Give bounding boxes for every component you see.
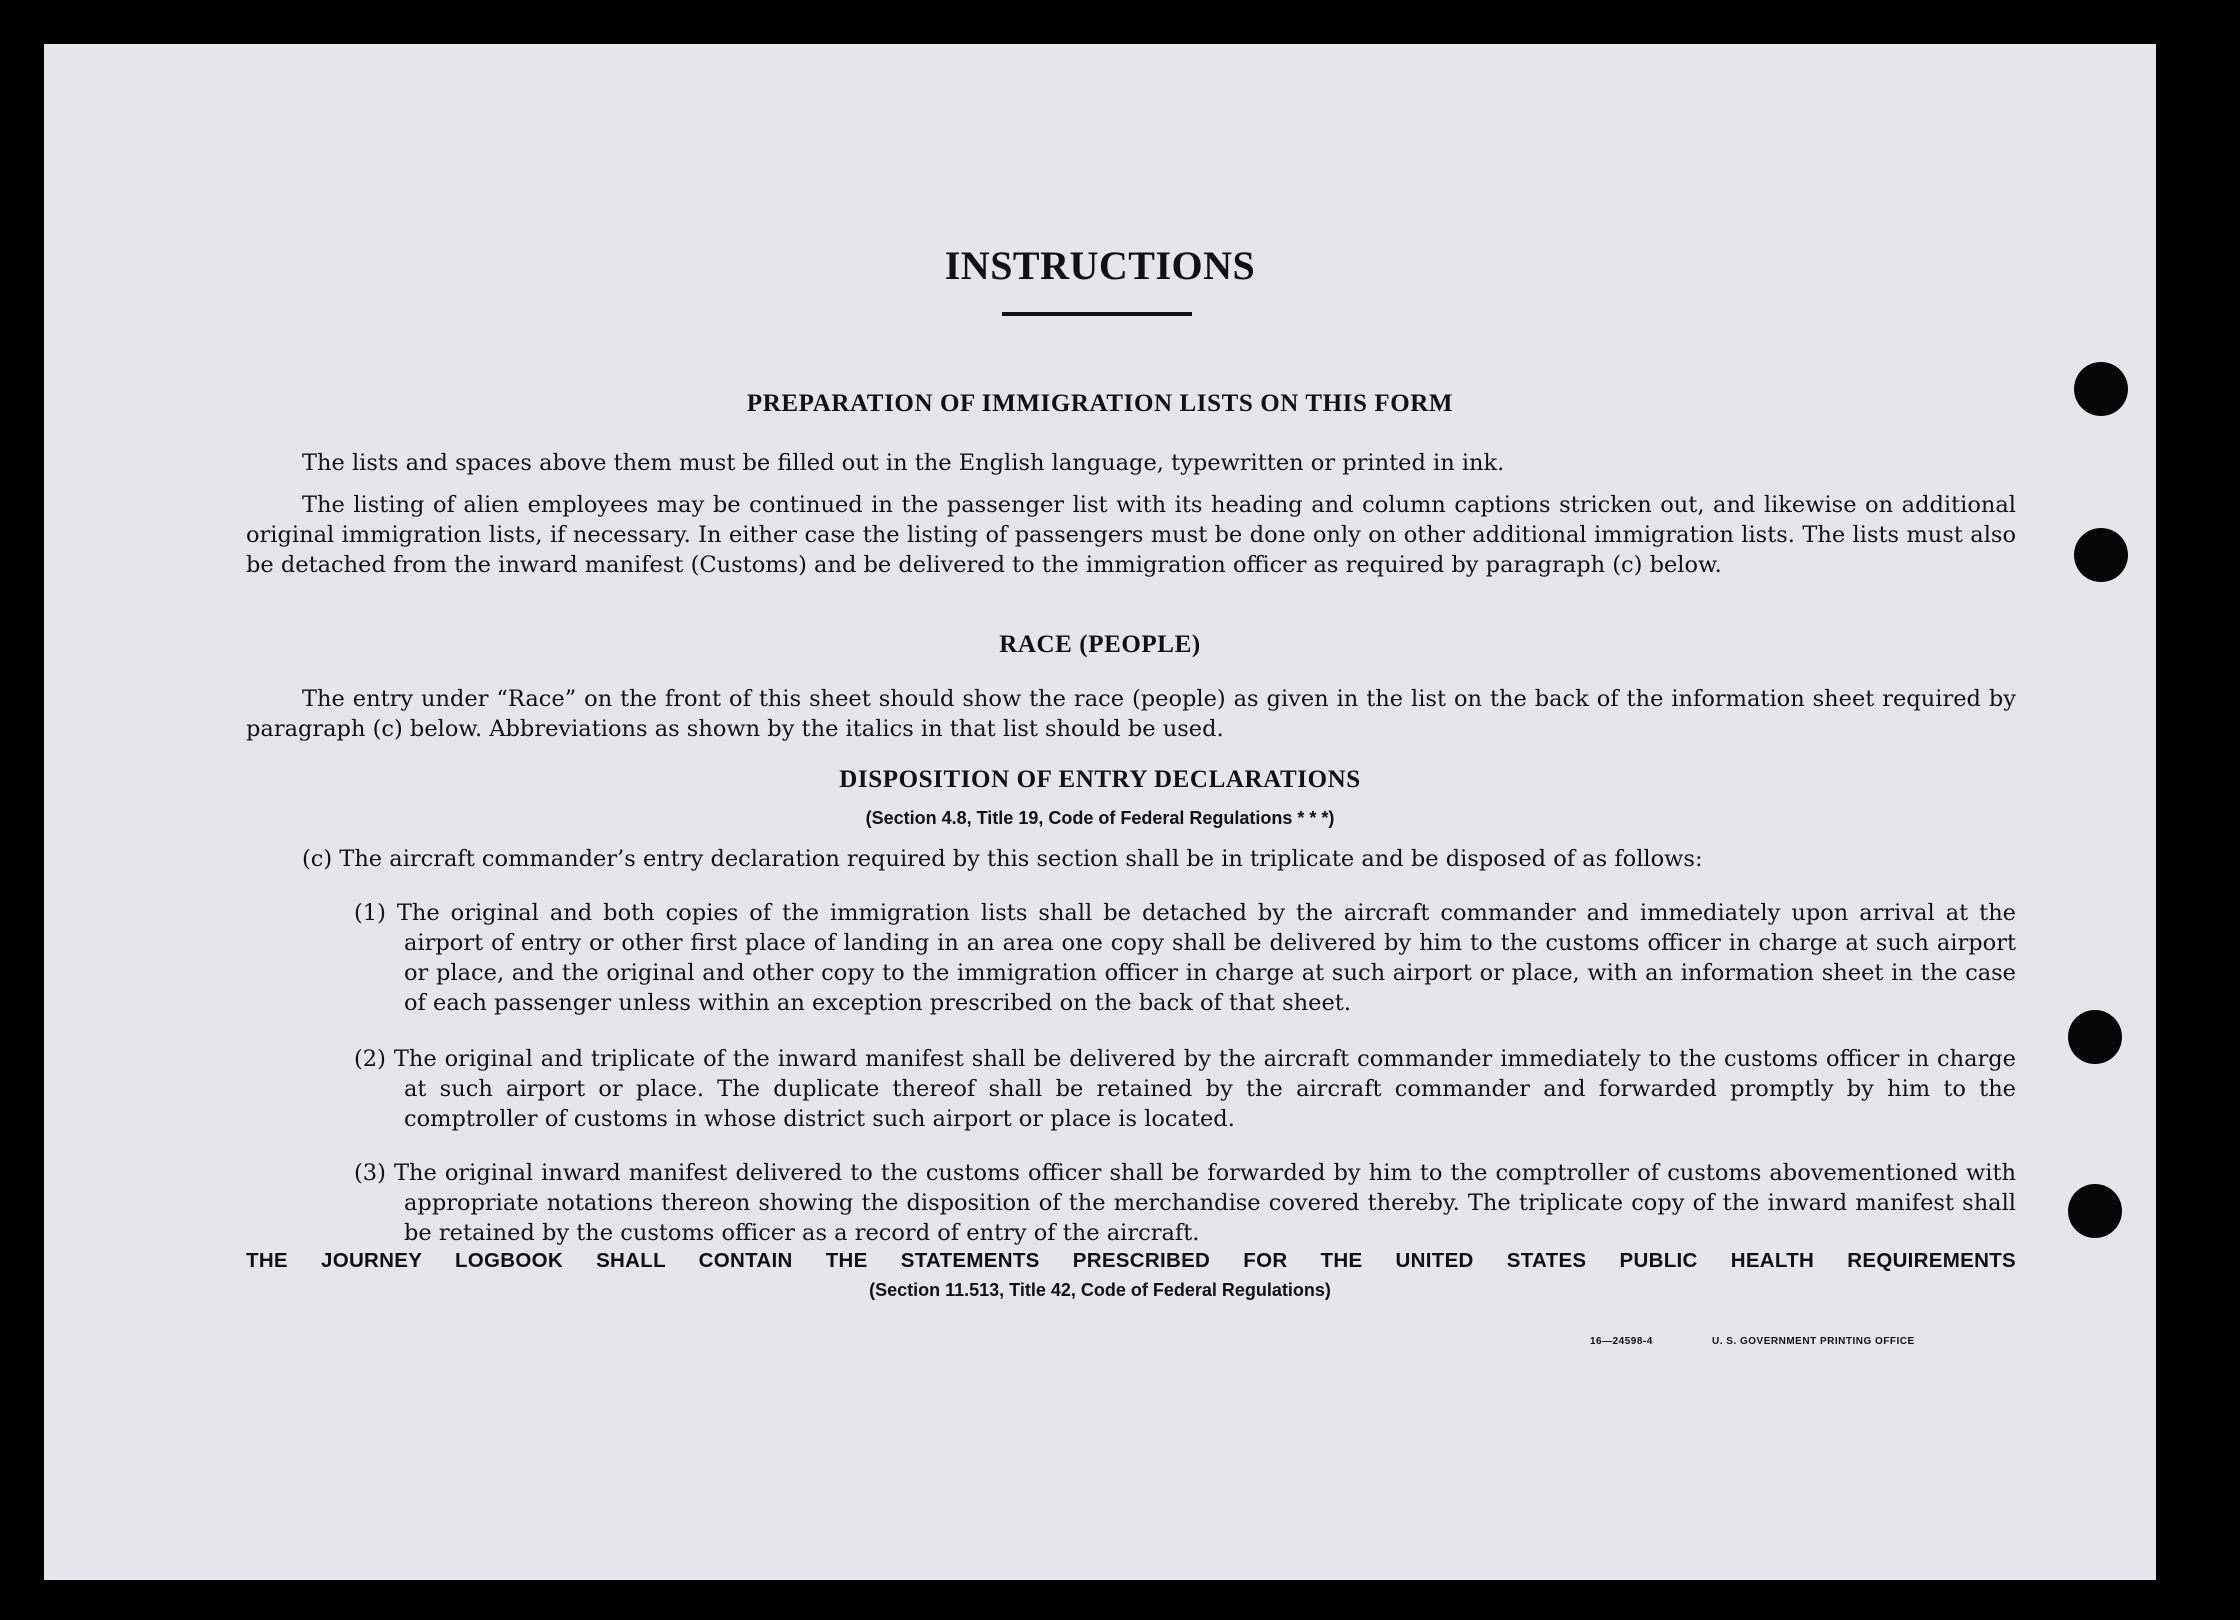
punch-hole <box>2068 1010 2122 1064</box>
preparation-paragraph-1: The lists and spaces above them must be filled out in the English language, typewritten or printed in ink. <box>302 450 1505 476</box>
punch-hole <box>2074 528 2128 582</box>
public-health-citation: (Section 11.513, Title 42, Code of Federal Regulations) <box>869 1280 1331 1300</box>
disposition-item-1: (1) The original and both copies of the immigration lists shall be detached by the aircraft commander and immediately upon arrival at the airport of entry or other first place of landing in an area one copy shall be delivered by him to the customs officer in charge at such airport or place, and the original and other copy to the immigration officer in charge at such airport or place, with an information sheet in the case of each passenger unless within an exception prescribed on the back of that sheet. <box>354 900 2016 1016</box>
disposition-clause-c: (c) The aircraft commander’s entry declaration required by this section shall be in triplicate and be disposed of as follows: <box>302 846 1703 872</box>
disposition-item-2: (2) The original and triplicate of the inward manifest shall be delivered by the aircraft commander immediately to the customs officer in charge at such airport or place. The duplicate thereof shall be retained by the aircraft commander and forwarded promptly by him to the comptroller of customs in whose district such airport or place is located. <box>354 1046 2016 1132</box>
disposition-citation: (Section 4.8, Title 19, Code of Federal Regulations * * *) <box>865 808 1335 828</box>
section-heading-preparation: PREPARATION OF IMMIGRATION LISTS ON THIS FORM <box>746 390 1454 417</box>
punch-hole <box>2068 1184 2122 1238</box>
race-paragraph: The entry under “Race” on the front of this sheet should show the race (people) as given in the list on the back of the information sheet required by paragraph (c) below. Abbreviations as shown by the italics in that list should be used. <box>246 686 2016 742</box>
section-heading-disposition: DISPOSITION OF ENTRY DECLARATIONS <box>839 766 1361 793</box>
title-underline <box>1002 312 1192 316</box>
page-title: INSTRUCTIONS <box>944 243 1256 288</box>
section-heading-race: RACE (PEOPLE) <box>999 631 1201 658</box>
preparation-paragraph-2: The listing of alien employees may be continued in the passenger list with its heading and column captions stricken out, and likewise on additional original immigration lists, if necessary. In either case the listing of passengers must be done only on other additional immigration lists. The lists must also be detached from the inward manifest (Customs) and be delivered to the immigration officer as required by paragraph (c) below. <box>246 492 2016 578</box>
form-number: 16—24598-4 <box>1590 1336 1653 1347</box>
disposition-item-3: (3) The original inward manifest delivered to the customs officer shall be forwarded by him to the comptroller of customs abovementioned with appropriate notations thereon showing the disposition of the merchandise covered thereby. The triplicate copy of the inward manifest shall be retained by the customs officer as a record of entry of the aircraft. <box>354 1160 2016 1246</box>
public-health-statement: THE JOURNEY LOGBOOK SHALL CONTAIN THE STATEMENTS PRESCRIBED FOR THE UNITED STATES PUBLIC HEALTH REQUIREMENTS <box>246 1249 2016 1272</box>
printer-imprint: U. S. GOVERNMENT PRINTING OFFICE <box>1712 1336 1915 1347</box>
document-page <box>44 44 2156 1580</box>
